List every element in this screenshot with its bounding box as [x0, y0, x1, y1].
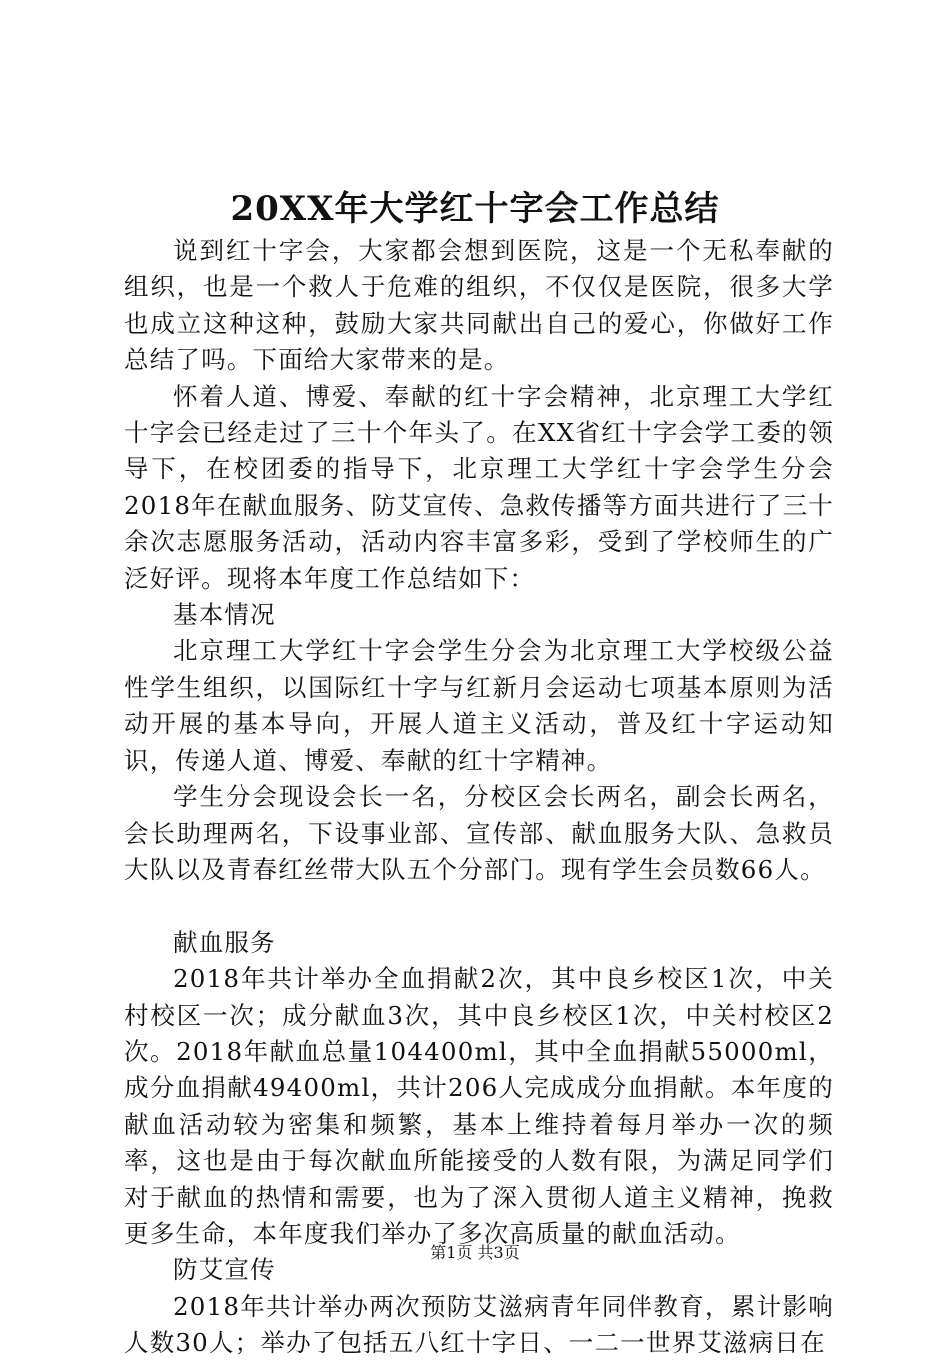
- section-heading-blood: 献血服务: [173, 927, 276, 957]
- document-body: [124, 233, 834, 1362]
- document-title: 20XX年大学红十字会工作总结: [230, 189, 720, 229]
- paragraph-intro: 说到红十字会，大家都会想到医院，这是一个无私奉献的组织，也是一个救人于危难的组织，不仅仅是医院，很多大学也成立这种这种，鼓励大家共同献出自己的爱心，你做好工作总结了吗。下面给大家带来的是。: [124, 236, 834, 375]
- paragraph-basic-organization: 北京理工大学红十字会学生分会为北京理工大学校级公益性学生组织，以国际红十字与红新月会运动七项基本原则为活动开展的基本导向，开展人道主义活动，普及红十字运动知识，传递人道、博爱、奉献的红十字精神。: [124, 636, 834, 775]
- paragraph-spacer: [124, 888, 834, 924]
- paragraph-basic-structure: 学生分会现设会长一名，分校区会长两名，副会长两名，会长助理两名，下设事业部、宣传部、献血服务大队、急救员大队以及青春红丝带大队五个分部门。现有学生会员数66人。: [124, 782, 834, 884]
- section-heading-basic: 基本情况: [173, 600, 276, 630]
- paragraph-overview: 怀着人道、博爱、奉献的红十字会精神，北京理工大学红十字会已经走过了三十个年头了。在XX省红十字会学工委的领导下，在校团委的指导下，北京理工大学红十字会学生分会2018年在献血服务、防艾宣传、急救传播等方面共进行了三十余次志愿服务活动，活动内容丰富多彩，受到了学校师生的广泛好评。现将本年度工作总结如下：: [124, 381, 834, 593]
- section-heading-aids: 防艾宣传: [173, 1255, 276, 1285]
- page-number: 第1页 共3页: [430, 1243, 520, 1262]
- paragraph-aids-prevention: 2018年共计举办两次预防艾滋病青年同伴教育，累计影响人数30人；举办了包括五八红十字日、一二一世界艾滋病日在: [124, 1291, 834, 1358]
- paragraph-blood-service: 2018年共计举办全血捐献2次，其中良乡校区1次，中关村校区一次；成分献血3次，其中良乡校区1次，中关村校区2次。2018年献血总量104400ml，其中全血捐献55000ml，成分血捐献49400ml，共计206人完成成分血捐献。本年度的献血活动较为密集和频繁，基本上维持着每月举办一次的频率，这也是由于每次献血所能接受的人数有限，为满足同学们对于献血的热情和需要，也为了深入贯彻人道主义精神，挽救更多生命，本年度我们举办了多次高质量的献血活动。: [124, 964, 834, 1248]
